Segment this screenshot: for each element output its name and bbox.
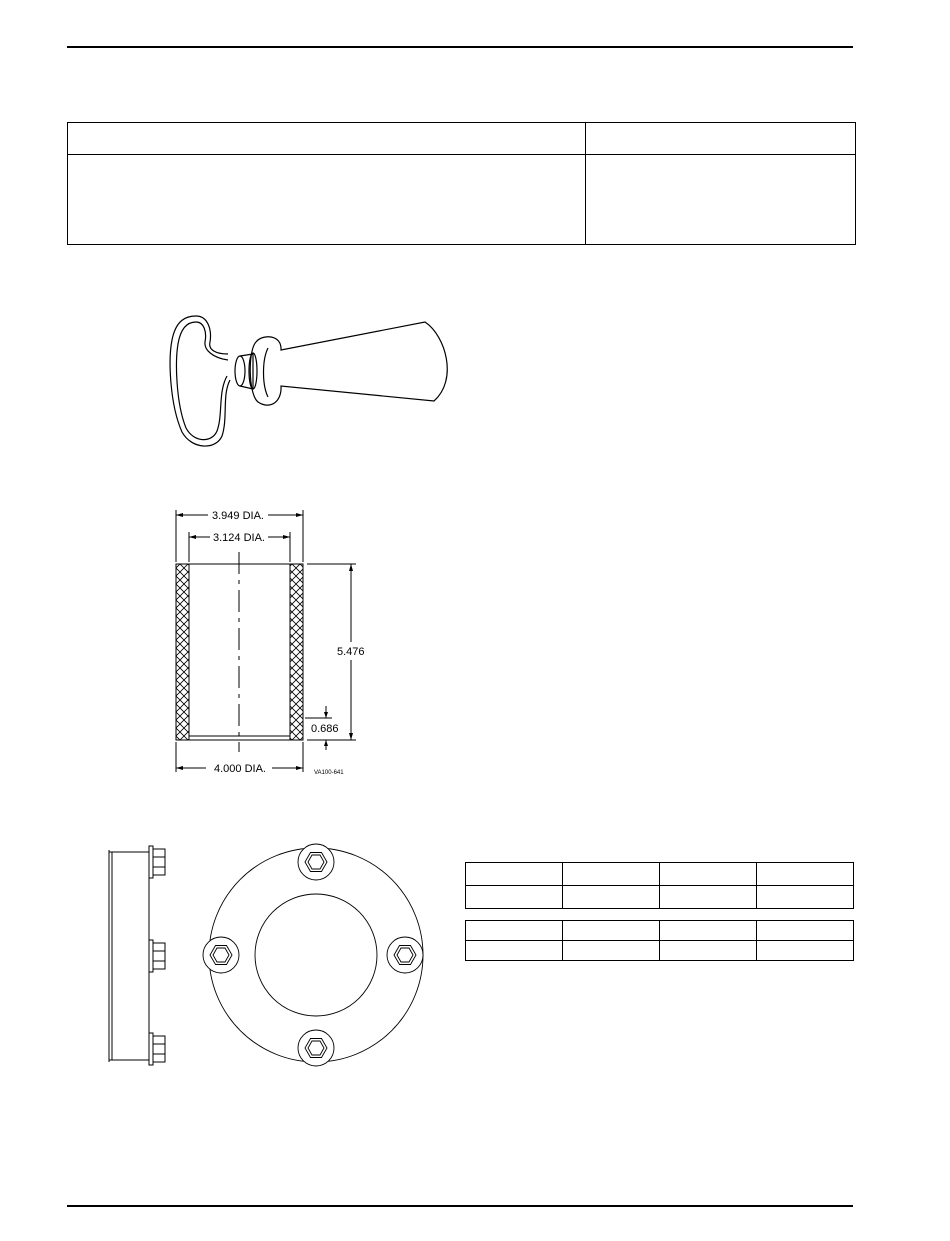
table-row	[466, 921, 854, 941]
table-cell	[466, 921, 563, 941]
table-cell	[757, 863, 854, 886]
table-cell	[660, 863, 757, 886]
height-label: 5.476	[337, 646, 365, 658]
table-row	[466, 941, 854, 961]
table-cell	[757, 886, 854, 909]
table-row	[466, 863, 854, 886]
lip-label: 0.686	[311, 723, 339, 735]
spec-table	[465, 862, 854, 909]
front-bolt	[387, 937, 423, 973]
table-cell	[757, 941, 854, 961]
inner-dia-label: 3.124 DIA.	[213, 532, 265, 544]
outer-dia-label: 3.949 DIA.	[212, 510, 264, 522]
table-cell	[563, 886, 660, 909]
front-bolt	[298, 1030, 334, 1066]
table-cell	[563, 863, 660, 886]
bottom-rule	[67, 1205, 853, 1207]
table-cell	[660, 941, 757, 961]
front-bolt	[298, 844, 334, 880]
table-cell	[563, 941, 660, 961]
base-dia-label: 4.000 DIA.	[214, 763, 266, 775]
drawing-ref-code: VA100-641	[314, 770, 344, 776]
table-cell	[466, 863, 563, 886]
table-cell	[660, 886, 757, 909]
front-bolt	[203, 937, 239, 973]
table-cell	[466, 886, 563, 909]
table-cell	[563, 921, 660, 941]
flange-bore	[255, 894, 377, 1016]
table-cell	[660, 921, 757, 941]
spec-table	[465, 920, 854, 961]
table-cell	[466, 941, 563, 961]
table-row	[466, 886, 854, 909]
table-cell	[757, 921, 854, 941]
